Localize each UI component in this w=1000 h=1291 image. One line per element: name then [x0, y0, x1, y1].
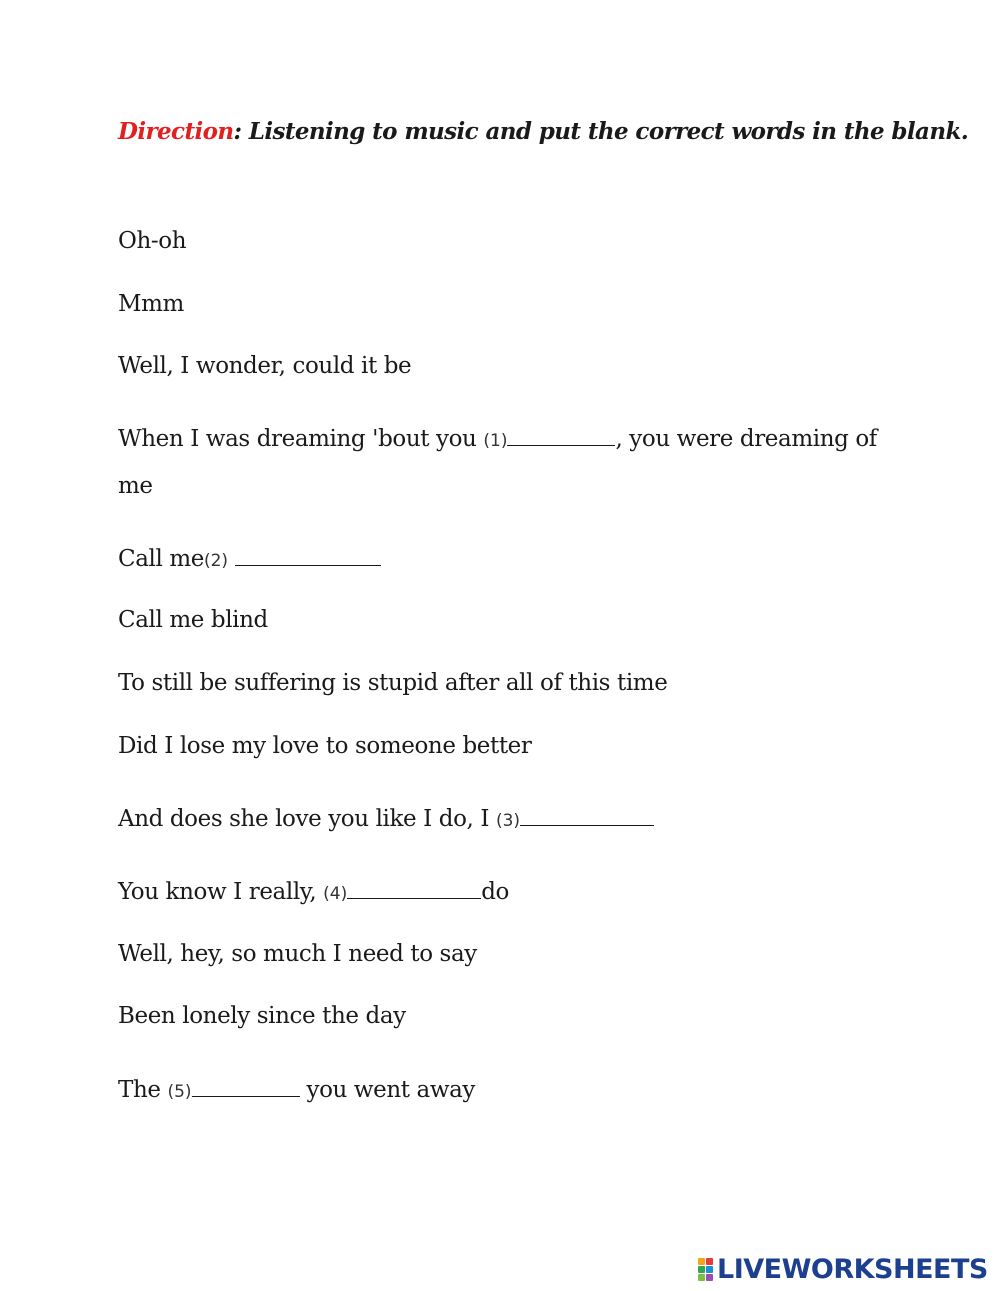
logo-square — [698, 1266, 705, 1273]
lyric-text: do — [481, 879, 510, 905]
liveworksheets-logo — [698, 1254, 988, 1285]
blank-number-4: (4) — [323, 884, 348, 904]
lyric-line-5 — [118, 543, 381, 572]
lyric-text: Call me — [118, 546, 204, 572]
lyric-line-2: Mmm — [118, 291, 184, 317]
logo-text: LIVEWORKSHEETS — [717, 1254, 988, 1285]
logo-square — [706, 1274, 713, 1281]
lyric-text: And does she love you like I do, I — [118, 806, 496, 832]
logo-square — [706, 1266, 713, 1273]
lyric-line-6: Call me blind — [118, 607, 268, 633]
direction-label: Direction — [118, 118, 234, 145]
lyric-line-12: Been lonely since the day — [118, 1003, 406, 1029]
lyric-line-3: Well, I wonder, could it be — [118, 353, 412, 379]
blank-2[interactable] — [235, 543, 381, 566]
blank-1[interactable] — [507, 423, 615, 446]
lyric-text: When I was dreaming 'bout you — [118, 426, 484, 452]
blank-number-1: (1) — [483, 431, 508, 451]
lyric-line-1: Oh-oh — [118, 228, 187, 254]
lyric-text: you went away — [299, 1077, 476, 1103]
logo-mark-icon — [698, 1258, 713, 1281]
blank-number-2: (2) — [203, 551, 229, 571]
lyric-line-4 — [118, 423, 877, 452]
lyric-line-10 — [118, 876, 509, 905]
lyric-text: The — [118, 1077, 168, 1103]
lyric-line-8: Did I lose my love to someone better — [118, 733, 532, 759]
lyric-line-4-wrap: me — [118, 473, 153, 499]
logo-square — [706, 1258, 713, 1265]
logo-square — [698, 1258, 705, 1265]
direction-text: : Listening to music and put the correct words in the blank. — [233, 118, 969, 145]
blank-4[interactable] — [347, 876, 481, 899]
lyric-line-9 — [118, 803, 654, 832]
blank-3[interactable] — [520, 803, 654, 826]
direction-instruction — [118, 118, 968, 145]
lyric-text: You know I really, — [118, 879, 324, 905]
blank-number-5: (5) — [167, 1082, 192, 1102]
logo-square — [698, 1274, 705, 1281]
lyric-line-13 — [118, 1074, 475, 1103]
blank-number-3: (3) — [495, 811, 521, 831]
lyric-line-7: To still be suffering is stupid after all of this time — [118, 670, 668, 696]
lyric-text: , you were dreaming of — [615, 426, 877, 452]
blank-5[interactable] — [192, 1074, 300, 1097]
lyric-line-11: Well, hey, so much I need to say — [118, 941, 477, 967]
